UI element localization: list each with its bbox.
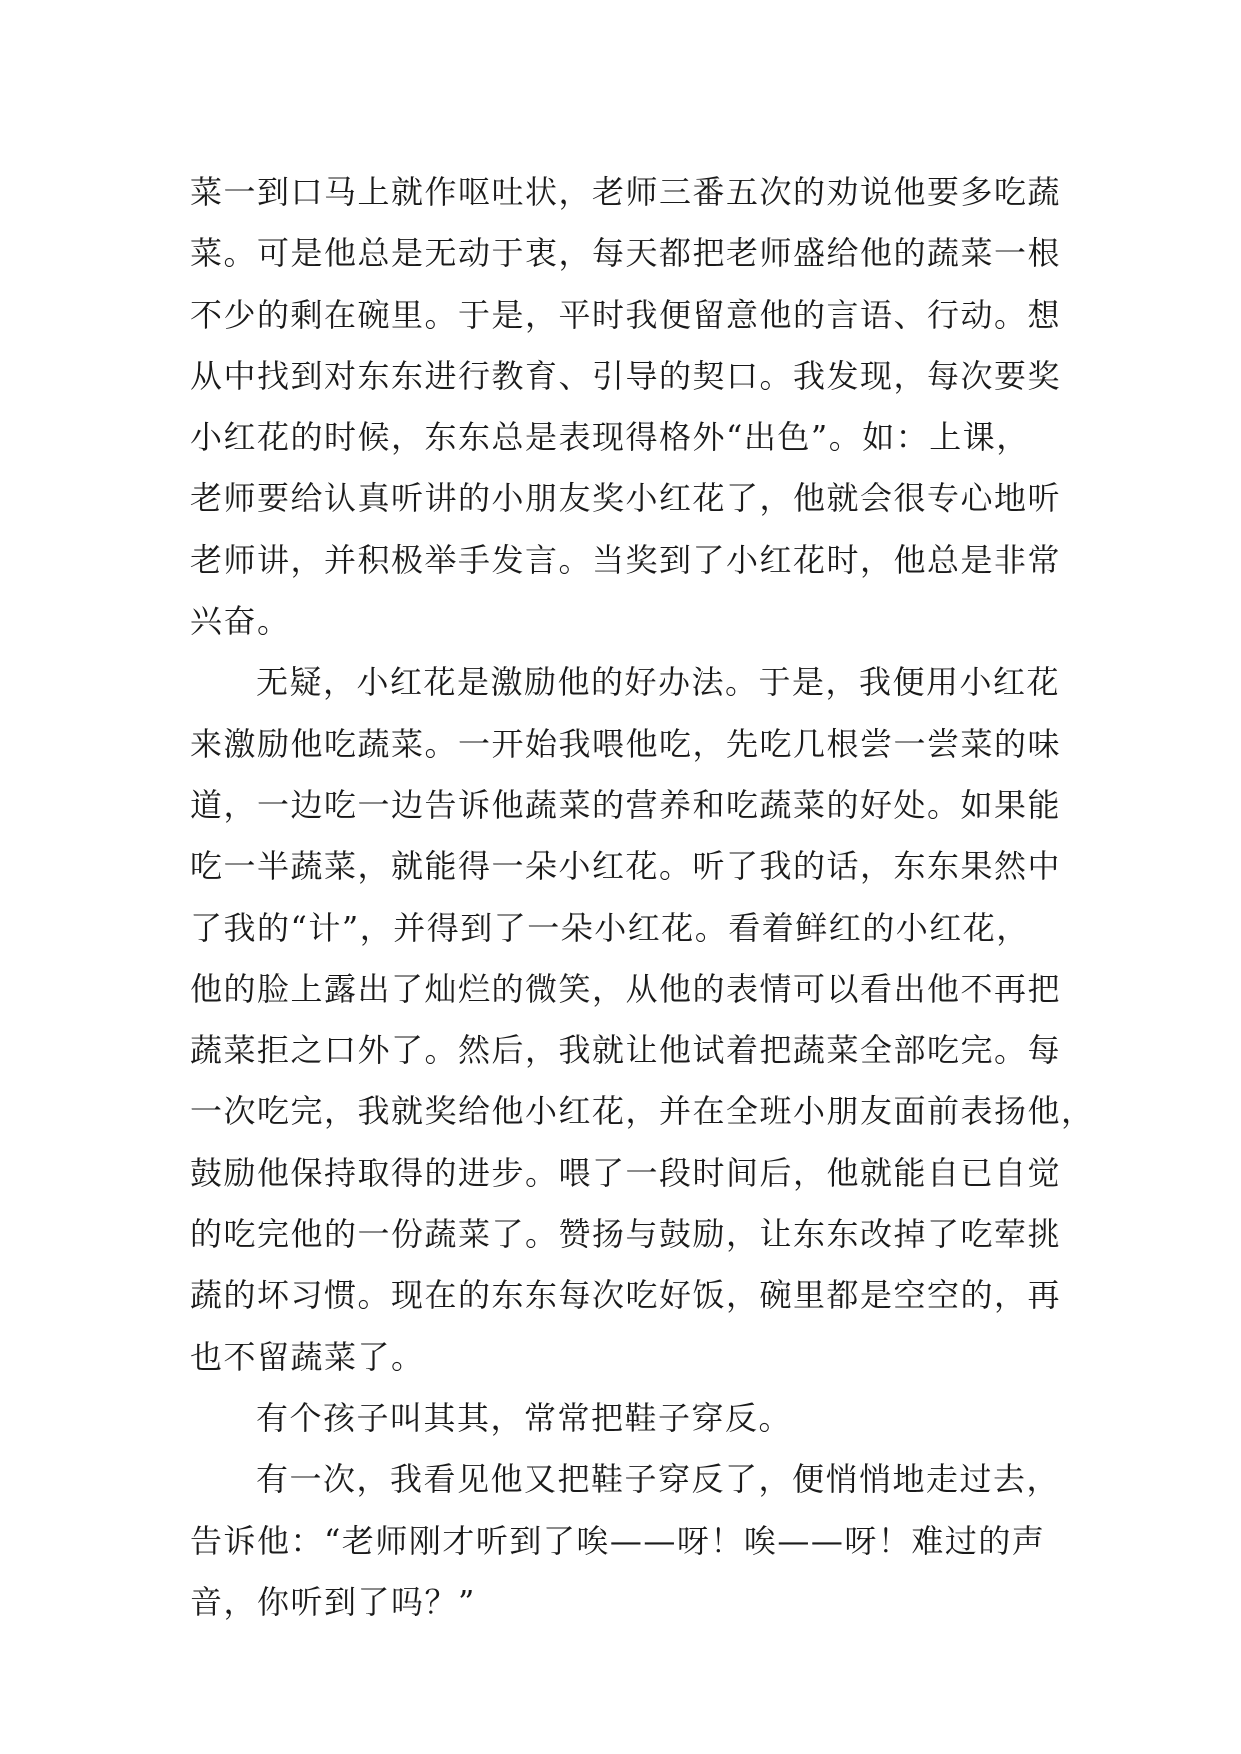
text-line: 了我的“计”，并得到了一朵小红花。看着鲜红的小红花， <box>190 908 1030 947</box>
text-line: 蔬菜拒之口外了。然后，我就让他试着把蔬菜全部吃完。每 <box>190 1031 1062 1070</box>
text-line: 告诉他：“老师刚才听到了唉——呀！唉——呀！难过的声 <box>190 1521 1046 1560</box>
paragraph-start-line: 有个孩子叫其其，常常把鞋子穿反。 <box>256 1398 793 1437</box>
text-line: 也不留蔬菜了。 <box>190 1337 425 1376</box>
text-line: 音，你听到了吗？” <box>190 1582 476 1621</box>
text-line: 来激励他吃蔬菜。一开始我喂他吃，先吃几根尝一尝菜的味 <box>190 724 1062 763</box>
text-line: 他的脸上露出了灿烂的微笑，从他的表情可以看出他不再把 <box>190 969 1062 1008</box>
text-line: 蔬的坏习惯。现在的东东每次吃好饭，碗里都是空空的，再 <box>190 1276 1062 1315</box>
text-line: 鼓励他保持取得的进步。喂了一段时间后，他就能自已自觉 <box>190 1153 1062 1192</box>
paragraph-start-line: 有一次，我看见他又把鞋子穿反了，便悄悄地走过去， <box>256 1460 1061 1499</box>
text-line: 菜。可是他总是无动于衷，每天都把老师盛给他的蔬菜一根 <box>190 234 1062 273</box>
text-line: 老师要给认真听讲的小朋友奖小红花了，他就会很专心地听 <box>190 479 1062 518</box>
text-line: 从中找到对东东进行教育、引导的契口。我发现，每次要奖 <box>190 356 1062 395</box>
text-line: 菜一到口马上就作呕吐状，老师三番五次的劝说他要多吃蔬 <box>190 173 1062 211</box>
text-line: 小红花的时候，东东总是表现得格外“出色”。如：上课， <box>190 418 1030 457</box>
text-line: 老师讲，并积极举手发言。当奖到了小红花时，他总是非常 <box>190 540 1062 579</box>
text-line: 道，一边吃一边告诉他蔬菜的营养和吃蔬菜的好处。如果能 <box>190 785 1062 824</box>
text-line: 兴奋。 <box>190 602 291 641</box>
text-line: 不少的剩在碗里。于是，平时我便留意他的言语、行动。想 <box>190 295 1062 334</box>
text-line: 一次吃完，我就奖给他小红花，并在全班小朋友面前表扬他， <box>190 1092 1095 1131</box>
text-line: 吃一半蔬菜，就能得一朵小红花。听了我的话，东东果然中 <box>190 847 1062 886</box>
paragraph-start-line: 无疑，小红花是激励他的好办法。于是，我便用小红花 <box>256 663 1061 702</box>
text-line: 的吃完他的一份蔬菜了。赞扬与鼓励，让东东改掉了吃荤挑 <box>190 1215 1062 1254</box>
body-text <box>190 162 1095 1633</box>
